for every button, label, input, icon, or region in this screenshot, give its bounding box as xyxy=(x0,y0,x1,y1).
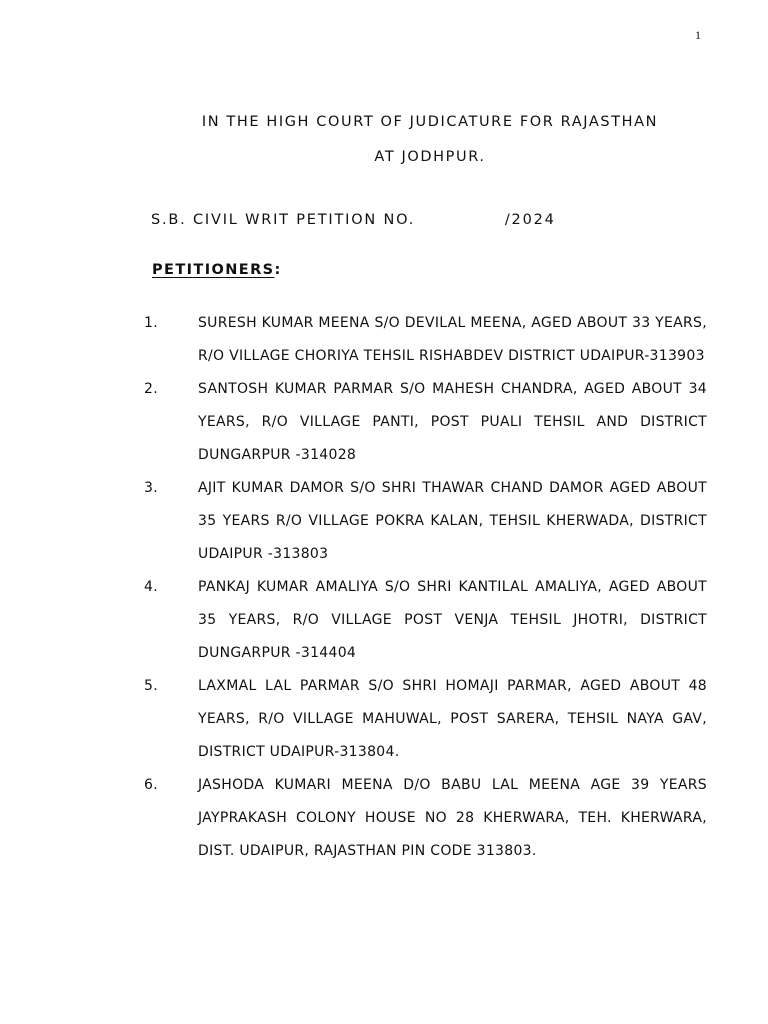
petitioner-item xyxy=(144,373,707,472)
petitioners-heading-colon: : xyxy=(274,262,282,278)
petition-number: S.B. CIVIL WRIT PETITION NO. /2024 xyxy=(151,212,556,228)
petitioner-number: 5. xyxy=(144,678,158,694)
petitioner-number: 2. xyxy=(144,381,158,397)
petitioner-number: 4. xyxy=(144,579,158,595)
page-number: 1 xyxy=(695,28,701,42)
petitioner-details: SURESH KUMAR MEENA S/O DEVILAL MEENA, AGED ABOUT 33 YEARS, R/O VILLAGE CHORIYA TEHSIL RISHABDEV DISTRICT UDAIPUR-313903 xyxy=(198,315,707,364)
petitioner-details: JASHODA KUMARI MEENA D/O BABU LAL MEENA AGE 39 YEARS JAYPRAKASH COLONY HOUSE NO 28 KHERWARA, TEH. KHERWARA, DIST. UDAIPUR, RAJASTHAN PIN CODE 313803. xyxy=(198,777,707,859)
petitioners-heading-label: PETITIONERS xyxy=(152,262,275,278)
petitioner-item xyxy=(144,472,707,571)
petitioner-item xyxy=(144,670,707,769)
petitioner-item xyxy=(144,769,707,868)
petitioners-list xyxy=(144,307,707,868)
petitioner-number: 6. xyxy=(144,777,158,793)
court-name: IN THE HIGH COURT OF JUDICATURE FOR RAJASTHAN xyxy=(201,114,659,130)
petitioner-details: PANKAJ KUMAR AMALIYA S/O SHRI KANTILAL AMALIYA, AGED ABOUT 35 YEARS, R/O VILLAGE POST VENJA TEHSIL JHOTRI, DISTRICT DUNGARPUR -314404 xyxy=(198,579,707,661)
petitioner-details: LAXMAL LAL PARMAR S/O SHRI HOMAJI PARMAR, AGED ABOUT 48 YEARS, R/O VILLAGE MAHUWAL, POST SARERA, TEHSIL NAYA GAV, DISTRICT UDAIPUR-313804. xyxy=(198,678,707,760)
petitioner-number: 1. xyxy=(144,315,158,331)
petitioner-number: 3. xyxy=(144,480,158,496)
petitioner-item xyxy=(144,307,707,373)
petitioner-details: SANTOSH KUMAR PARMAR S/O MAHESH CHANDRA, AGED ABOUT 34 YEARS, R/O VILLAGE PANTI, POST PUALI TEHSIL AND DISTRICT DUNGARPUR -314028 xyxy=(198,381,707,463)
petitioner-item xyxy=(144,571,707,670)
petitioners-heading xyxy=(152,262,282,278)
court-location: AT JODHPUR. xyxy=(374,149,486,165)
petitioner-details: AJIT KUMAR DAMOR S/O SHRI THAWAR CHAND DAMOR AGED ABOUT 35 YEARS R/O VILLAGE POKRA KALAN, TEHSIL KHERWADA, DISTRICT UDAIPUR -313803 xyxy=(198,480,707,562)
